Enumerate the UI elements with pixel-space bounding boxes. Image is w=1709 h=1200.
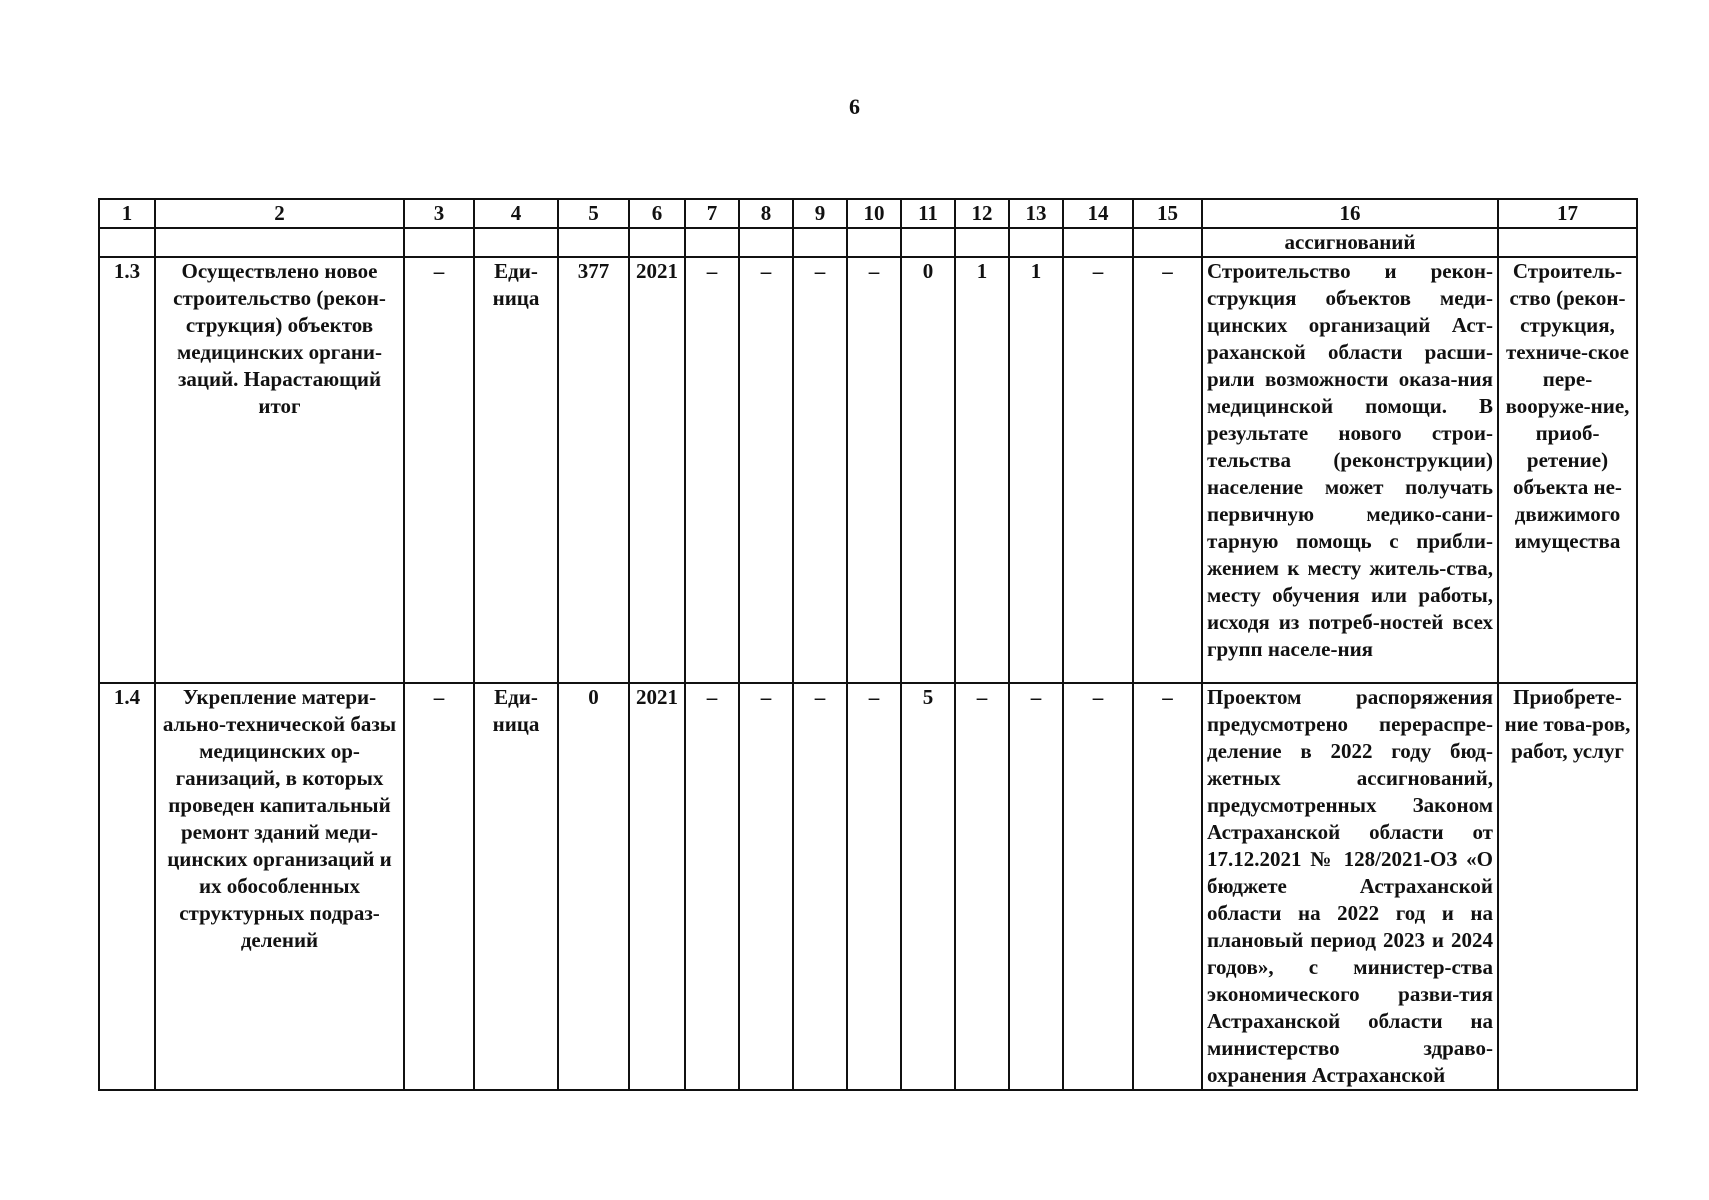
base-value-cell: 0 <box>558 683 629 1090</box>
indicator-name: Осуществлено новое строительство (рекон-струкция) объектов медицинских органи-заций. Нарастающий итог <box>155 257 404 683</box>
column-number: 6 <box>629 199 685 228</box>
table-cell: – <box>685 683 739 1090</box>
table-cell: 0 <box>901 257 955 683</box>
column-number: 9 <box>793 199 847 228</box>
column-number: 17 <box>1498 199 1637 228</box>
column-number: 5 <box>558 199 629 228</box>
column-number: 13 <box>1009 199 1063 228</box>
page-number: 6 <box>849 94 860 119</box>
column-number: 4 <box>474 199 558 228</box>
table-cell: – <box>685 257 739 683</box>
category-cell: Строитель-ство (рекон-струкция, техниче-ское пере-вооруже-ние, приоб-ретение) объекта не-движимого имущества <box>1498 257 1637 683</box>
table-cell: 5 <box>901 683 955 1090</box>
table-cell: – <box>793 257 847 683</box>
indicator-name: Укрепление матери-ально-технической базы медицинских ор-ганизаций, в которых проведен капитальный ремонт зданий меди-цинских организаций и их обособленных структурных подраз-делений <box>155 683 404 1090</box>
table-cell: – <box>793 683 847 1090</box>
continuation-row <box>99 228 1637 257</box>
table-cell: – <box>404 683 474 1090</box>
table-cell: – <box>955 683 1009 1090</box>
row-number: 1.3 <box>99 257 155 683</box>
table-cell: 1 <box>955 257 1009 683</box>
unit-cell: Еди-ница <box>474 683 558 1090</box>
base-year-cell: 2021 <box>629 683 685 1090</box>
row-number: 1.4 <box>99 683 155 1090</box>
column-number: 10 <box>847 199 901 228</box>
table-row <box>99 257 1637 683</box>
table-cell: 1 <box>1009 257 1063 683</box>
column-number: 3 <box>404 199 474 228</box>
column-number: 7 <box>685 199 739 228</box>
base-value-cell: 377 <box>558 257 629 683</box>
column-number: 1 <box>99 199 155 228</box>
base-year-cell: 2021 <box>629 257 685 683</box>
table-cell: – <box>847 683 901 1090</box>
table-cell: – <box>739 257 793 683</box>
table-cell: – <box>739 683 793 1090</box>
document-table <box>98 198 1638 1091</box>
column-number: 14 <box>1063 199 1133 228</box>
column-number: 12 <box>955 199 1009 228</box>
column-number: 16 <box>1202 199 1498 228</box>
table-cell: – <box>1063 257 1133 683</box>
column-number-row <box>99 199 1637 228</box>
description-cell: Проектом распоряжения предусмотрено перераспре-деление в 2022 году бюд-жетных ассигнований, предусмотренных Законом Астраханской области от 17.12.2021 № 128/2021-ОЗ «О бюджете Астраханской области на 2022 год и на плановый период 2023 и 2024 годов», с министер-ства экономического разви-тия Астраханской области на министерство здраво-охранения Астраханской <box>1202 683 1498 1090</box>
unit-cell: Еди-ница <box>474 257 558 683</box>
column-number: 15 <box>1133 199 1202 228</box>
continuation-text: ассигнований <box>1202 228 1498 257</box>
column-number: 8 <box>739 199 793 228</box>
table-cell: – <box>404 257 474 683</box>
column-number: 2 <box>155 199 404 228</box>
column-number: 11 <box>901 199 955 228</box>
table-cell: – <box>1133 683 1202 1090</box>
table-cell: – <box>1063 683 1133 1090</box>
category-cell: Приобрете-ние това-ров, работ, услуг <box>1498 683 1637 1090</box>
table-cell: – <box>1009 683 1063 1090</box>
table-cell: – <box>847 257 901 683</box>
table-cell: – <box>1133 257 1202 683</box>
description-cell: Строительство и рекон-струкция объектов меди-цинских организаций Аст-раханской области расши-рили возможности оказа-ния медицинской помощи. В результате нового строи-тельства (реконструкции) население может получать первичную медико-сани-тарную помощь с прибли-жением к месту житель-ства, месту обучения или работы, исходя из потреб-ностей всех групп населе-ния <box>1202 257 1498 683</box>
table-row <box>99 683 1637 1090</box>
